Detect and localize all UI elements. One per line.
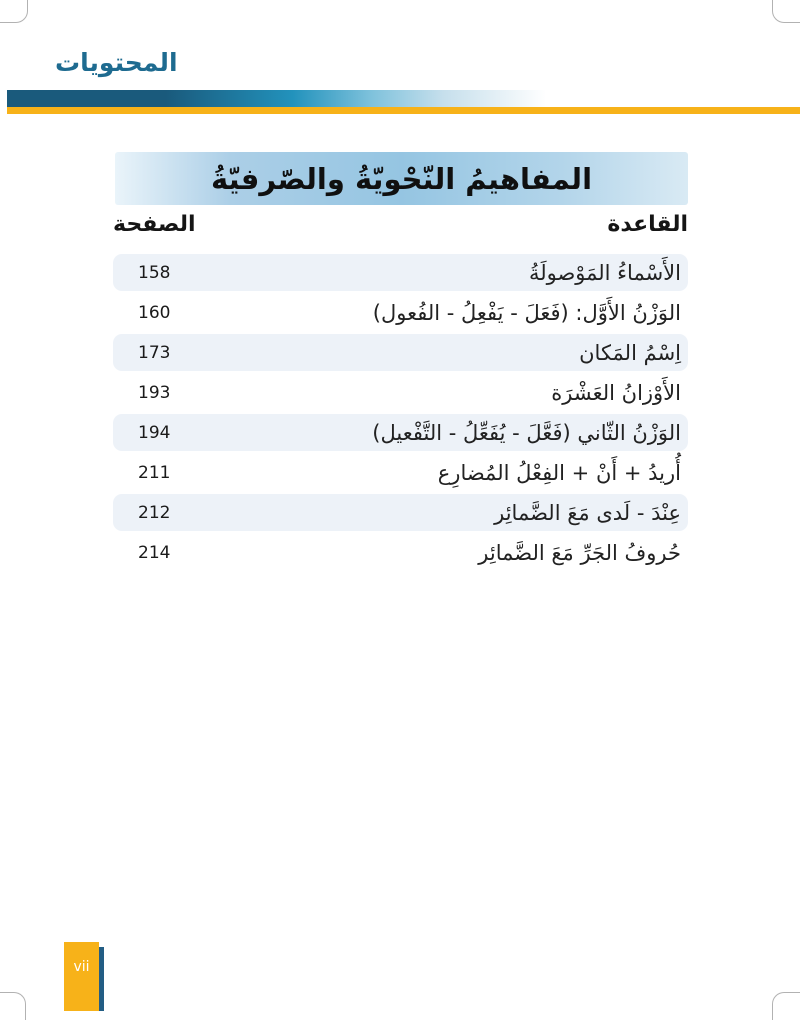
row-rule-text: أُريدُ + أَنْ + الفِعْلُ المُضارِع: [437, 460, 681, 485]
section-title: المفاهيمُ النّحْويّةُ والصّرفيّةُ: [210, 161, 593, 196]
row-rule-text: الأَوْزانُ العَشْرَة: [551, 380, 681, 405]
table-row: [113, 334, 688, 371]
row-page-number: 212: [138, 502, 171, 523]
row-rule-text: حُروفُ الجَرِّ مَعَ الضَّمائِر: [478, 540, 681, 565]
toc-header-row: [113, 212, 688, 237]
footer-gold-block: [64, 942, 99, 1011]
footer-blue-bar: [99, 947, 104, 1011]
corner-mark-bottom-right: [772, 992, 800, 1020]
table-row: [113, 494, 688, 531]
corner-mark-top-left: [0, 0, 28, 23]
table-row: [113, 294, 688, 331]
row-page-number: 160: [138, 302, 171, 323]
table-row: [113, 374, 688, 411]
corner-mark-bottom-left: [0, 992, 26, 1020]
column-header-page: الصفحة: [113, 212, 196, 237]
row-rule-text: اِسْمُ المَكان: [579, 340, 681, 365]
table-row: [113, 534, 688, 571]
toc-table-body: [113, 254, 688, 574]
row-page-number: 158: [138, 262, 171, 283]
table-row: [113, 454, 688, 491]
row-page-number: 214: [138, 542, 171, 563]
row-rule-text: عِنْدَ - لَدى مَعَ الضَّمائِر: [494, 500, 681, 525]
section-title-band: [115, 152, 688, 205]
row-rule-text: الوَزْنُ الأَوَّل: (فَعَلَ - يَفْعِلُ - الفُعول): [372, 300, 681, 325]
table-row: [113, 254, 688, 291]
row-page-number: 173: [138, 342, 171, 363]
footer-page-number: vii: [73, 959, 90, 975]
row-rule-text: الوَزْنُ الثّاني (فَعَّلَ - يُفَعِّلُ - التَّفْعيل): [372, 420, 681, 445]
contents-heading: المحتويات: [55, 48, 178, 77]
row-page-number: 211: [138, 462, 171, 483]
header-gradient-bar: [7, 90, 800, 107]
corner-mark-top-right: [772, 0, 800, 23]
row-page-number: 194: [138, 422, 171, 443]
table-row: [113, 414, 688, 451]
column-header-rule: القاعدة: [607, 212, 688, 237]
row-rule-text: الأَسْماءُ المَوْصولَةُ: [528, 260, 681, 285]
header-gold-bar: [7, 107, 800, 114]
row-page-number: 193: [138, 382, 171, 403]
